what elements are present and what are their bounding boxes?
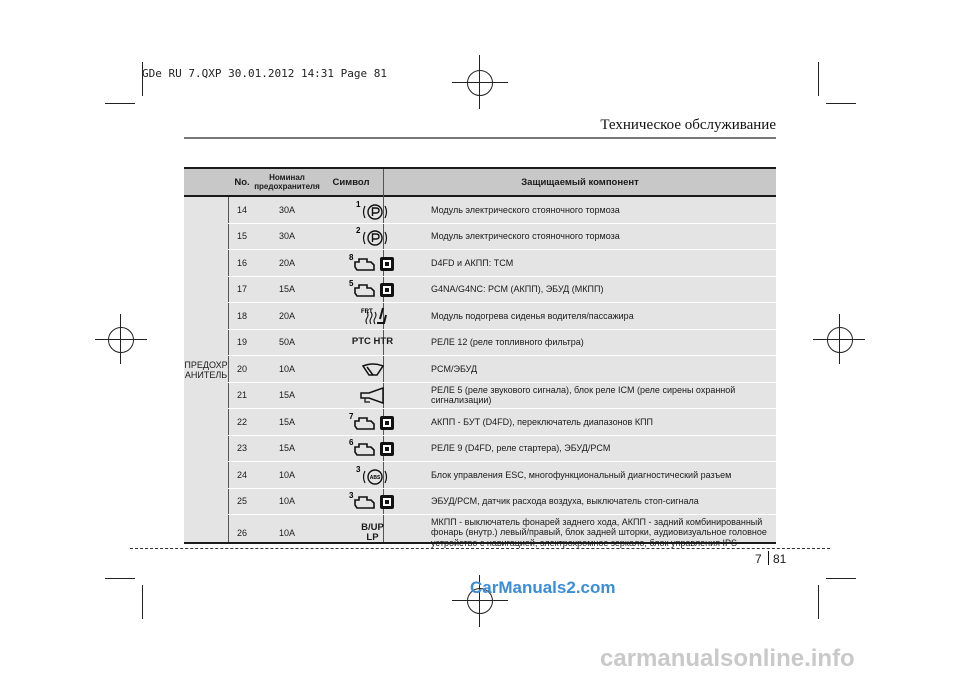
symbol-digit: 7 xyxy=(348,411,353,421)
group-label: ПРЕДОХРАНИТЕЛЬ xyxy=(184,359,228,380)
fuse-number: 22 xyxy=(236,416,247,427)
fuse-number: 23 xyxy=(236,443,247,454)
registration-mark-right xyxy=(827,327,853,353)
fuse-number: 14 xyxy=(236,204,247,215)
symbol-label: FRT xyxy=(360,308,373,315)
component-description: D4FD и АКПП: TCM xyxy=(431,257,514,268)
component-description: АКПП - БУТ (D4FD), переключатель диапазонов КПП xyxy=(431,416,654,427)
title-rule xyxy=(184,137,776,139)
fuse-number: 24 xyxy=(236,469,247,480)
fuse-number: 20 xyxy=(236,363,247,374)
fuse-table xyxy=(184,167,776,548)
symbol-digit: 8 xyxy=(348,252,353,262)
fuse-number: 19 xyxy=(236,337,247,348)
registration-crosshair xyxy=(452,600,508,601)
crop-mark xyxy=(105,103,135,104)
fuse-rating: 20A xyxy=(278,310,295,321)
parking-brake-1-icon xyxy=(319,197,426,223)
fuse-number: 16 xyxy=(236,257,247,268)
header-component: Защищаемый компонент xyxy=(521,176,639,188)
table-row xyxy=(228,409,776,436)
table-row xyxy=(228,277,776,304)
engine-gearbox-7-icon xyxy=(319,409,426,435)
registration-crosshair xyxy=(452,82,508,83)
registration-crosshair xyxy=(95,339,147,340)
table-row xyxy=(228,303,776,330)
table-row xyxy=(228,224,776,251)
engine-gearbox-3-icon xyxy=(319,489,426,515)
table-rows xyxy=(228,197,776,550)
table-row xyxy=(228,515,776,550)
registration-crosshair xyxy=(479,55,480,109)
component-description: РЕЛЕ 12 (реле топливного фильтра) xyxy=(431,337,584,347)
component-description: G4NA/G4NC: PCM (АКПП), ЭБУД (МКПП) xyxy=(431,284,604,294)
fuse-number: 21 xyxy=(236,390,247,401)
fuse-rating: 30A xyxy=(278,204,295,215)
crop-mark xyxy=(818,585,819,619)
parking-brake-2-icon xyxy=(319,224,426,250)
symbol-digit: 3 xyxy=(355,464,360,474)
table-header xyxy=(184,169,776,197)
header-rating: Номинал предохранителя xyxy=(254,173,320,191)
symbol-digit: 3 xyxy=(348,491,353,501)
fuse-rating: 10A xyxy=(278,527,295,538)
crop-mark xyxy=(105,578,135,579)
section-title: Техническое обслуживание xyxy=(600,117,776,133)
fuse-rating: 10A xyxy=(278,496,295,507)
page-rule xyxy=(130,548,830,549)
fuse-rating: 15A xyxy=(278,443,295,454)
fuse-rating: 10A xyxy=(278,363,295,374)
table-row xyxy=(228,197,776,224)
table-row xyxy=(228,462,776,489)
component-description: Модуль электрического стояночного тормоза xyxy=(431,231,620,241)
fuse-number: 26 xyxy=(236,527,247,538)
engine-gearbox-5-icon xyxy=(319,277,426,303)
registration-crosshair xyxy=(839,314,840,364)
component-description: PCM/ЭБУД xyxy=(431,363,478,374)
watermark-carmanualsonline[interactable]: carmanualsonline.info xyxy=(600,645,855,672)
component-description: МКПП - выключатель фонарей заднего хода, АКПП - задний комбинированный фонарь (внутр.) левый/правый, блок задней шторки, аудиовизуальное головное устройство с навигацией, электрохромное зеркало, блок управления IPS xyxy=(431,516,767,548)
wiper-icon xyxy=(319,356,426,382)
component-description: ЭБУД/PCM, датчик расхода воздуха, выключатель стоп-сигнала xyxy=(431,496,699,506)
symbol-label: ABS xyxy=(369,474,380,481)
component-description: РЕЛЕ 5 (реле звукового сигнала), блок реле ICM (реле сирены охранной сигнализации) xyxy=(431,384,736,406)
fuse-rating: 30A xyxy=(278,231,295,242)
fuse-rating: 15A xyxy=(278,390,295,401)
table-row xyxy=(228,356,776,383)
seat-heater-icon xyxy=(319,303,426,329)
registration-mark-left xyxy=(108,327,134,353)
engine-gearbox-8-icon xyxy=(319,250,426,276)
chapter-number: 7 xyxy=(755,552,762,566)
table-row xyxy=(228,489,776,516)
print-slug: GDe RU 7.QXP 30.01.2012 14:31 Page 81 xyxy=(142,67,388,80)
engine-gearbox-6-icon xyxy=(319,436,426,462)
crop-mark xyxy=(826,578,856,579)
fuse-number: 17 xyxy=(236,284,247,295)
horn-icon xyxy=(319,383,426,409)
ptc-heater-symbol: PTC HTR xyxy=(351,336,394,348)
page-number-separator xyxy=(768,551,769,565)
crop-mark xyxy=(826,103,856,104)
component-description: Модуль подогрева сиденья водителя/пассажира xyxy=(431,310,634,321)
fuse-rating: 50A xyxy=(278,337,295,348)
abs-3-icon xyxy=(319,462,426,488)
table-row xyxy=(228,330,776,357)
crop-mark xyxy=(142,585,143,619)
component-description: Блок управления ESC, многофункциональный диагностический разъем xyxy=(431,469,732,480)
fuse-rating: 20A xyxy=(278,257,295,268)
symbol-digit: 2 xyxy=(355,226,360,236)
table-row xyxy=(228,250,776,277)
symbol-digit: 1 xyxy=(355,199,360,209)
component-description: Модуль электрического стояночного тормоза xyxy=(431,204,620,215)
component-description: РЕЛЕ 9 (D4FD, реле стартера), ЭБУД/PCM xyxy=(431,443,611,453)
header-symbol: Символ xyxy=(332,176,370,188)
symbol-digit: 5 xyxy=(348,279,353,289)
fuse-number: 25 xyxy=(236,496,247,507)
fuse-rating: 15A xyxy=(278,284,295,295)
registration-crosshair xyxy=(120,314,121,364)
table-row xyxy=(228,383,776,410)
crop-mark xyxy=(818,62,819,96)
registration-mark-top xyxy=(467,70,493,96)
table-row xyxy=(228,436,776,463)
fuse-rating: 15A xyxy=(278,416,295,427)
fuse-rating: 10A xyxy=(278,469,295,480)
header-no: No. xyxy=(234,176,250,188)
symbol-digit: 6 xyxy=(348,438,353,448)
watermark-carmanuals2[interactable]: CarManuals2.com xyxy=(470,578,616,597)
backup-lamp-symbol: B/UP LP xyxy=(361,521,384,543)
fuse-number: 18 xyxy=(236,310,247,321)
page-number: 81 xyxy=(773,552,787,566)
fuse-number: 15 xyxy=(236,231,247,242)
